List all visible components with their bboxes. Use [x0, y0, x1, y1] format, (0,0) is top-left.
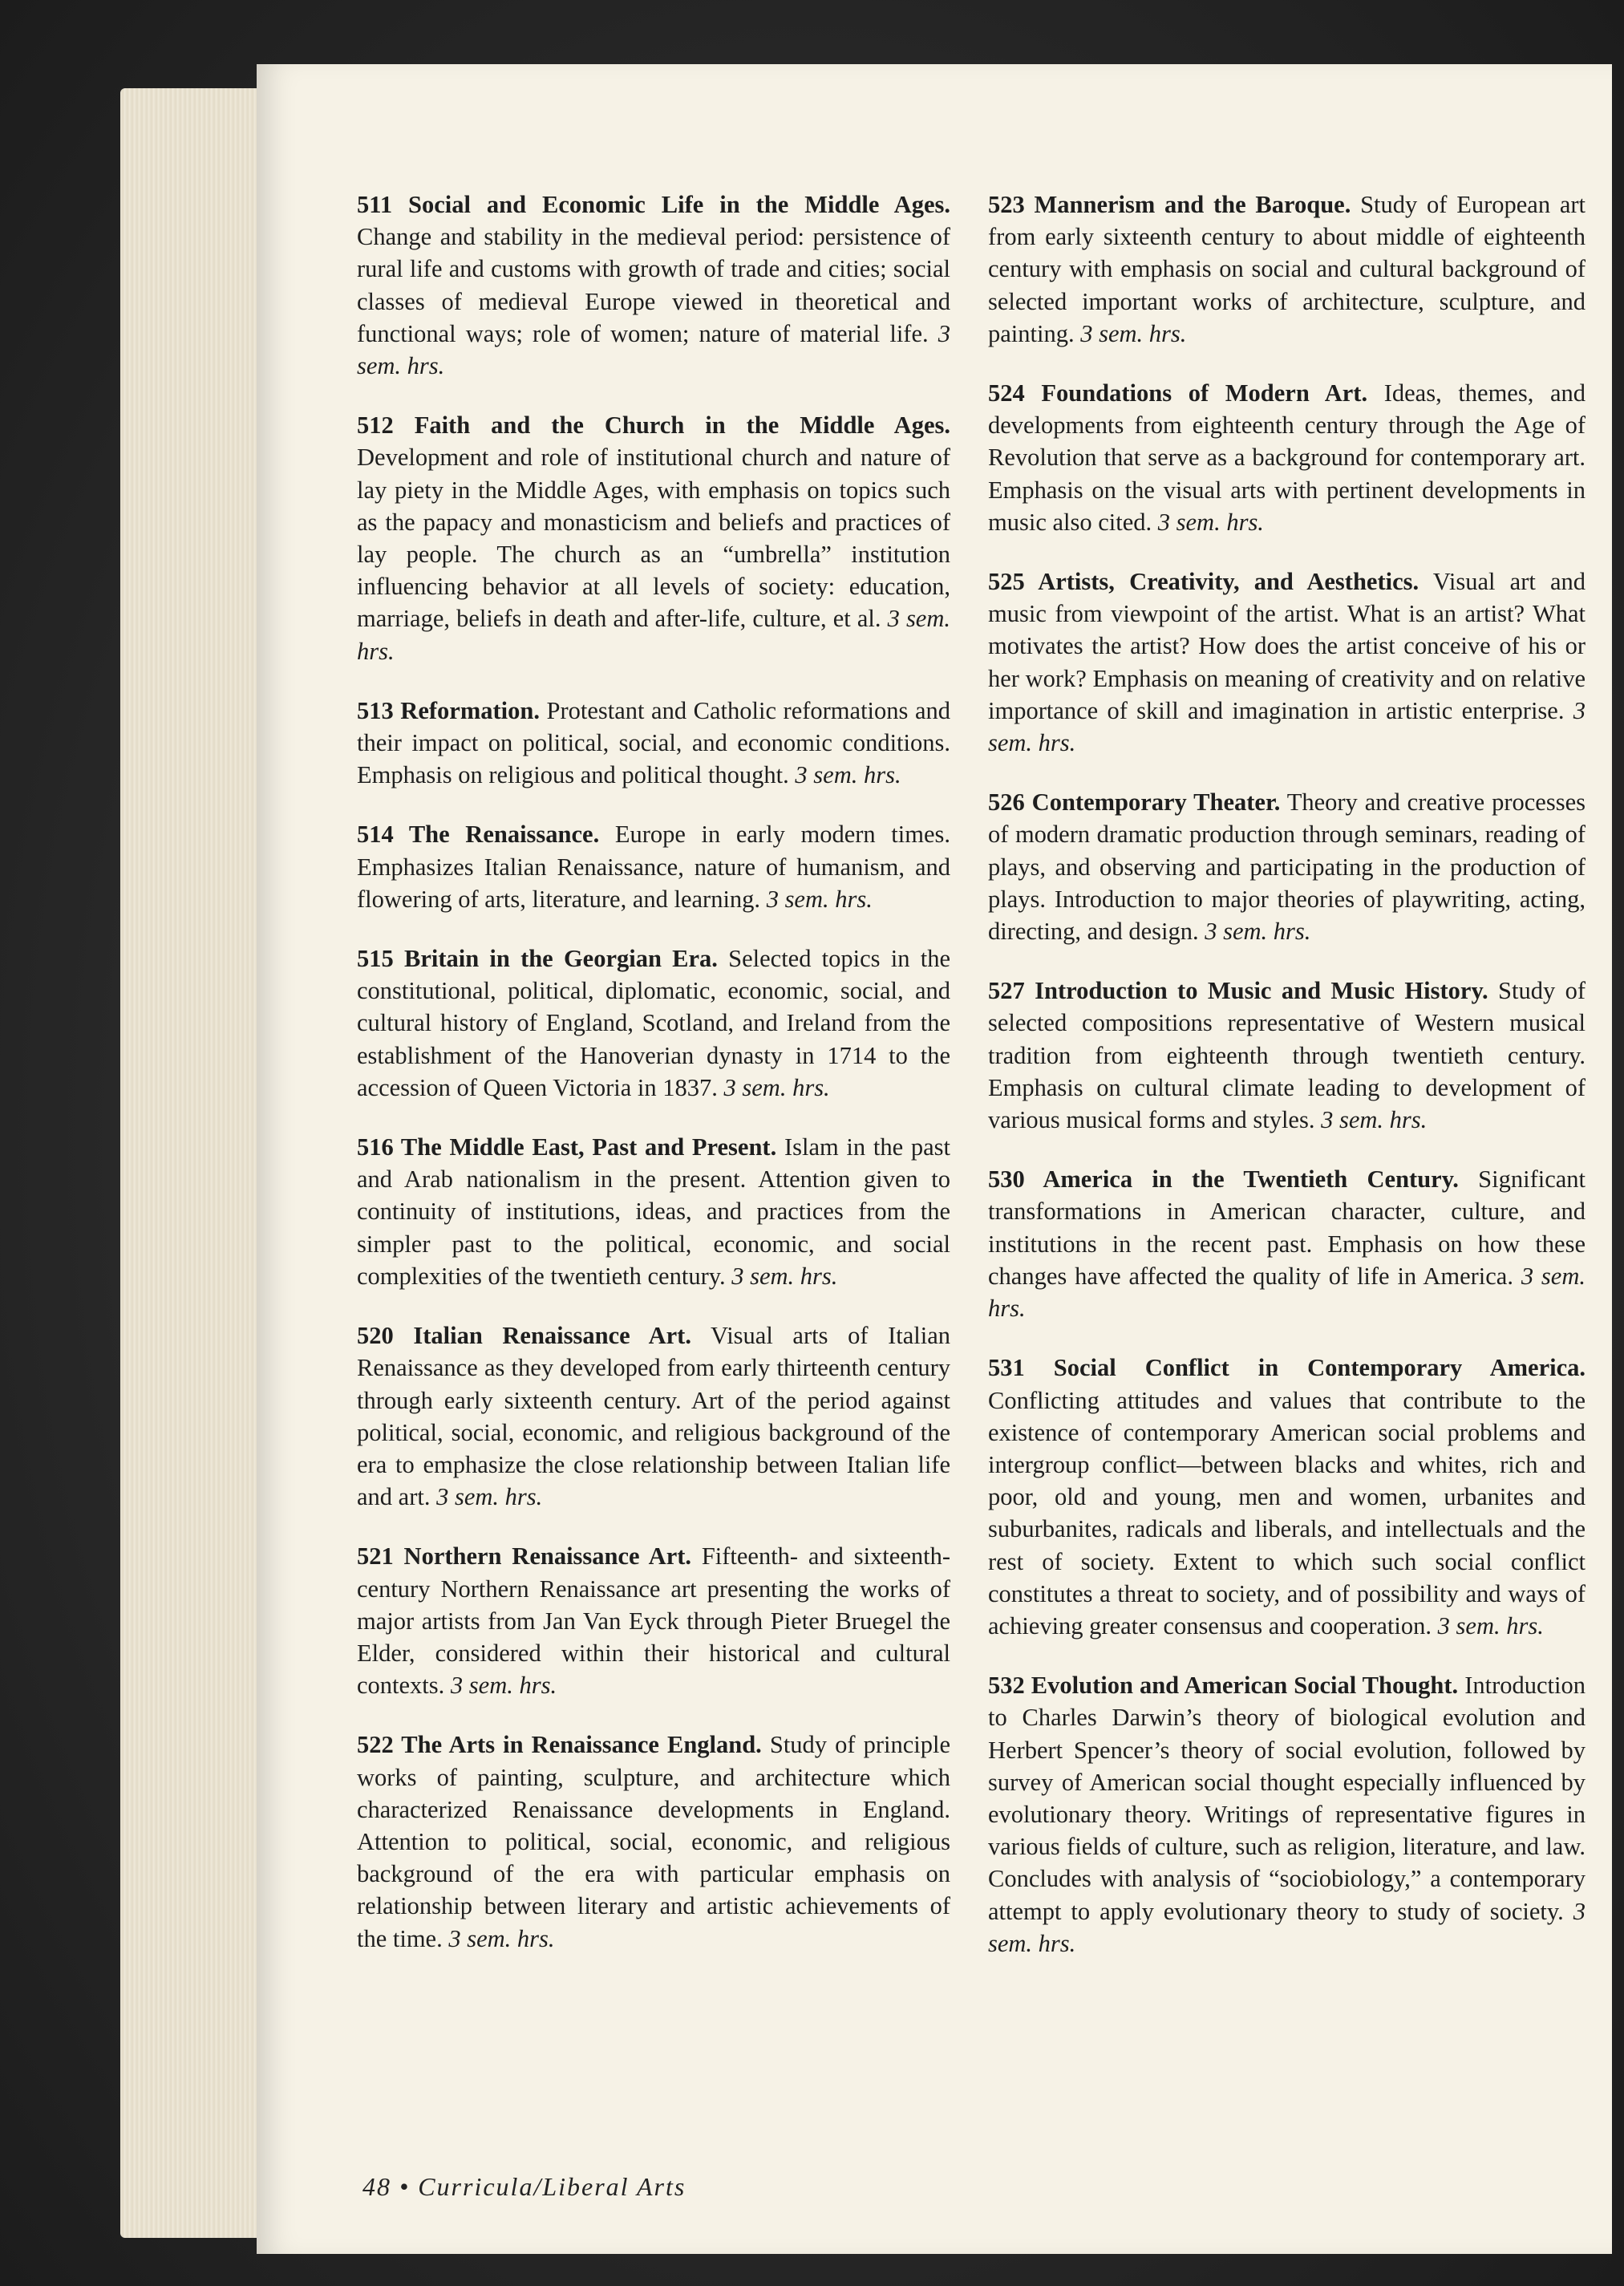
page-edges: [120, 88, 265, 2238]
course-title: 511 Social and Economic Life in the Middle Ages.: [357, 191, 950, 218]
course-description: Visual art and music from viewpoint of the artist. What is an artist? What motivates the artist? How does the artist conceive of his or her work? Emphasis on meaning of creativity and on relative importance of skill and imagination in artistic enterprise.: [988, 568, 1586, 724]
course-description: Theory and creative processes of modern dramatic production through seminars, reading of plays, and observing and participating in the production of plays. Introduction to major theories of playwriting, acting, directing, and design.: [988, 788, 1586, 946]
course-entry: [988, 565, 1586, 759]
course-title: 520 Italian Renaissance Art.: [357, 1322, 691, 1350]
course-description: Visual arts of Italian Renaissance as they developed from early thirteenth century through early sixteenth century. Art of the period against political, social, economic, and religious background of the era to emphasize the close relationship between Italian life and art.: [357, 1322, 950, 1511]
course-credit: 3 sem. hrs.: [723, 1073, 830, 1101]
course-description: Protestant and Catholic reformations and their impact on political, social, and economic conditions. Emphasis on religious and political thought.: [357, 696, 950, 789]
course-description: Significant transformations in American character, culture, and institutions in the recent past. Emphasis on how these changes have affected the quality of life in America.: [988, 1165, 1586, 1290]
course-description: Conflicting attitudes and values that contribute to the existence of contemporary American social problems and intergroup conflict—between blacks and whites, rich and poor, old and young, men and women, urbanites and suburbanites, radicals and liberals, and intellectuals and the rest of society. Extent to which such social conflict constitutes a threat to society, and of possibility and ways of achieving greater consensus and cooperation.: [988, 1386, 1586, 1640]
course-entry: [357, 1131, 950, 1292]
course-description: Change and stability in the medieval period: persistence of rural life and customs with growth of trade and cities; social classes of medieval Europe viewed in theoretical and functional ways; role of women; nature of material life.: [357, 223, 950, 347]
course-description: Study of principle works of painting, sculpture, and architecture which characterized Renaissance developments in England. Attention to political, social, economic, and religious background of the era with particular emphasis on relationship between literary and artistic achievements of the time.: [357, 1731, 950, 1952]
course-description: Islam in the past and Arab nationalism in the present. Attention given to continuity of institutions, ideas, and practices from the simpler past to the political, economic, and social complexities of the twentieth century.: [357, 1133, 950, 1290]
course-credit: 3 sem. hrs.: [1437, 1611, 1544, 1640]
course-credit: 3 sem. hrs.: [1080, 319, 1187, 347]
course-description: Europe in early modern times. Emphasizes Italian Renaissance, nature of humanism, and flowering of arts, literature, and learning.: [357, 821, 950, 913]
course-title: 515 Britain in the Georgian Era.: [357, 945, 718, 973]
course-entry: [357, 1540, 950, 1701]
course-credit: 3 sem. hrs.: [448, 1924, 555, 1952]
course-title: 531 Social Conflict in Contemporary America.: [988, 1354, 1586, 1382]
course-title: 521 Northern Renaissance Art.: [357, 1542, 692, 1571]
course-title: 527 Introduction to Music and Music History.: [988, 977, 1488, 1005]
course-credit: 3 sem. hrs.: [357, 319, 950, 380]
course-description: Fifteenth- and sixteenth-century Northern Renaissance art presenting the works of major artists from Jan Van Eyck through Pieter Bruegel the Elder, considered within their historical and cultural contexts.: [357, 1542, 950, 1700]
page-footer: 48 • Curricula/Liberal Arts: [362, 2172, 686, 2201]
course-credit: 3 sem. hrs.: [766, 885, 873, 913]
course-credit: 3 sem. hrs.: [795, 761, 901, 789]
course-credit: 3 sem. hrs.: [1205, 918, 1311, 946]
course-entry: [988, 377, 1586, 538]
course-title: 524 Foundations of Modern Art.: [988, 379, 1368, 407]
course-entry: [357, 188, 950, 382]
course-entry: [357, 695, 950, 792]
course-title: 526 Contemporary Theater.: [988, 788, 1281, 817]
course-credit: 3 sem. hrs.: [988, 1262, 1586, 1323]
course-title: 522 The Arts in Renaissance England.: [357, 1731, 762, 1759]
course-title: 530 America in the Twentieth Century.: [988, 1165, 1459, 1194]
course-title: 513 Reformation.: [357, 696, 540, 724]
course-credit: 3 sem. hrs.: [357, 605, 950, 665]
course-description: Selected topics in the constitutional, political, diplomatic, economic, social, and cultural history of England, Scotland, and Ireland from the establishment of the Hanoverian dynasty in 1714 to the accession of Queen Victoria in 1837.: [357, 945, 950, 1101]
left-column: [357, 188, 950, 1982]
course-entry: [988, 975, 1586, 1136]
course-title: 523 Mannerism and the Baroque.: [988, 191, 1351, 218]
course-credit: 3 sem. hrs.: [988, 1897, 1586, 1957]
course-description: Development and role of institutional church and nature of lay piety in the Middle Ages, with emphasis on topics such as the papacy and monasticism and beliefs and practices of lay people. The church as an “umbrella” institution influencing behavior at all levels of society: education, marriage, beliefs in death and after-life, culture, et al.: [357, 444, 950, 633]
course-description: Study of European art from early sixteenth century to about middle of eighteenth century with emphasis on social and cultural background of selected important works of architecture, sculpture, and painting.: [988, 191, 1586, 347]
course-credit: 3 sem. hrs.: [436, 1483, 543, 1511]
course-credit: 3 sem. hrs.: [450, 1672, 557, 1700]
course-title: 516 The Middle East, Past and Present.: [357, 1133, 777, 1161]
course-credit: 3 sem. hrs.: [1157, 508, 1264, 536]
course-title: 512 Faith and the Church in the Middle Ages.: [357, 411, 950, 440]
course-credit: 3 sem. hrs.: [988, 696, 1586, 757]
course-entry: [988, 1669, 1586, 1960]
course-entry: [357, 1729, 950, 1954]
course-credit: 3 sem. hrs.: [1321, 1106, 1428, 1134]
course-entry: [357, 1319, 950, 1513]
course-title: 525 Artists, Creativity, and Aesthetics.: [988, 568, 1419, 596]
course-entry: [988, 1163, 1586, 1324]
course-entry: [988, 1352, 1586, 1642]
course-entry: [988, 188, 1586, 350]
course-description: Ideas, themes, and developments from eighteenth century through the Age of Revolution that serve as a background for contemporary art. Emphasis on the visual arts with pertinent developments in music also cited.: [988, 379, 1586, 536]
course-entry: [357, 942, 950, 1104]
course-title: 514 The Renaissance.: [357, 821, 600, 849]
course-entry: [988, 786, 1586, 947]
course-description: Study of selected compositions representative of Western musical tradition from eighteenth through twentieth century. Emphasis on cultural climate leading to development of various musical forms and styles.: [988, 977, 1586, 1134]
course-credit: 3 sem. hrs.: [731, 1262, 838, 1290]
course-description: Introduction to Charles Darwin’s theory of biological evolution and Herbert Spencer’s theory of social evolution, followed by survey of American social thought especially influenced by evolutionary theory. Writings of representative figures in various fields of culture, such as religion, literature, and law. Concludes with analysis of “sociobiology,” a contemporary attempt to apply evolutionary theory to study of society.: [988, 1672, 1586, 1925]
right-column: [988, 188, 1586, 1987]
course-title: 532 Evolution and American Social Thought.: [988, 1672, 1459, 1700]
course-entry: [357, 818, 950, 915]
course-entry: [357, 409, 950, 667]
